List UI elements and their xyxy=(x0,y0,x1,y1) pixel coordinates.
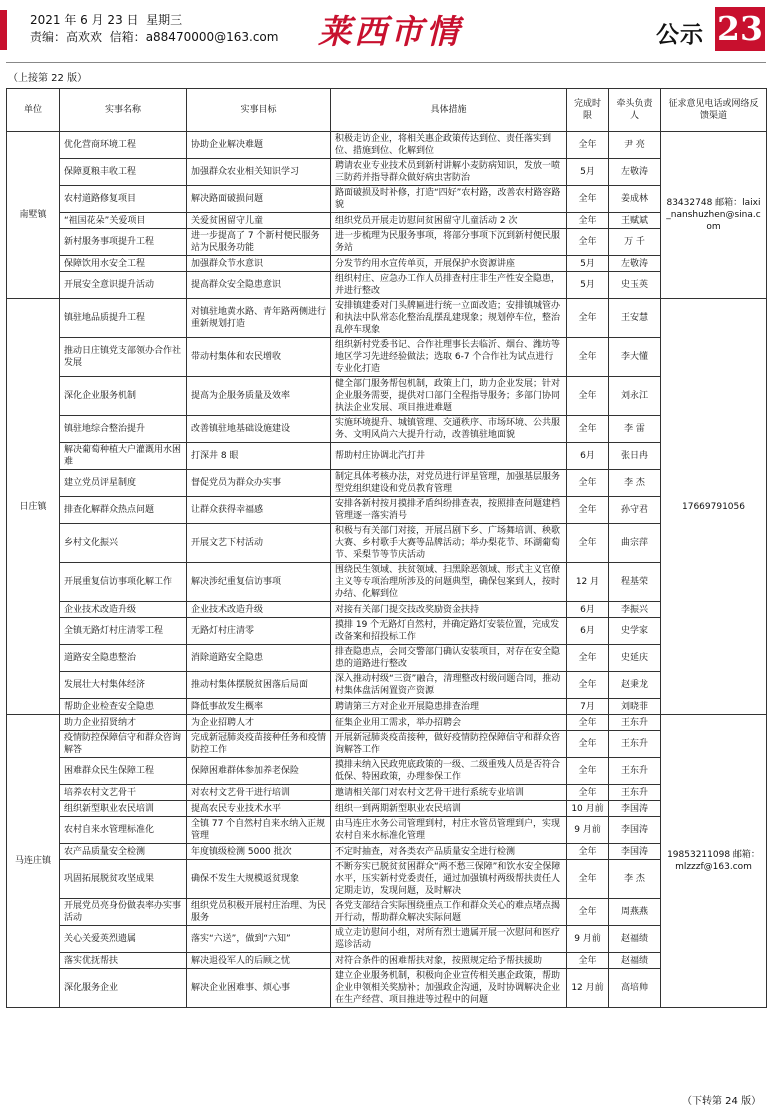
table-row xyxy=(7,785,767,801)
measures-cell: 各党支部结合实际围绕重点工作和群众关心的难点堵点揭开行动，帮助群众解决实际问题 xyxy=(331,899,567,926)
project-name-cell: 农村自来水管理标准化 xyxy=(60,817,187,844)
leader-cell: 史延庆 xyxy=(609,645,661,672)
leader-cell: 李 雷 xyxy=(609,416,661,443)
table-row xyxy=(7,338,767,377)
project-goal-cell: 解决路面破损问题 xyxy=(187,186,331,213)
issue-date-line xyxy=(30,11,182,28)
measures-cell: 征集企业用工需求，举办招聘会 xyxy=(331,715,567,731)
deadline-cell: 全年 xyxy=(567,470,609,497)
feedback-contact-cell: 83432748 邮箱：laixi_nanshuzhen@sina.com xyxy=(661,132,767,299)
deadline-cell: 6月 xyxy=(567,618,609,645)
measures-cell: 组织新村党委书记、合作社理事长去临沂、烟台、潍坊等地区学习先进经验做法；选取 6-7 个合作社为试点进行专业化打造 xyxy=(331,338,567,377)
project-goal-cell: 带动村集体和农民增收 xyxy=(187,338,331,377)
project-name-cell: 镇驻地综合整治提升 xyxy=(60,416,187,443)
project-goal-cell: 解决企业困难事、烦心事 xyxy=(187,969,331,1008)
project-goal-cell: 提高为企服务质量及效率 xyxy=(187,377,331,416)
measures-cell: 排查隐患点，会同交警部门确认安装项目，对存在安全隐患的道路进行整改 xyxy=(331,645,567,672)
continued-to-note: （下转第 24 版） xyxy=(682,1096,762,1107)
measures-cell: 聘请农业专业技术员到新村讲解小麦防病知识，发放一喷三防药并指导群众做好病虫害防治 xyxy=(331,159,567,186)
project-goal-cell: 加强群众节水意识 xyxy=(187,256,331,272)
project-goal-cell: 让群众获得幸福感 xyxy=(187,497,331,524)
leader-cell: 李 杰 xyxy=(609,860,661,899)
measures-cell: 组织村庄、应急办工作人员排查村庄非生产性安全隐患，并进行整改 xyxy=(331,272,567,299)
column-header: 实事名称 xyxy=(60,89,187,132)
leader-cell: 李国涛 xyxy=(609,844,661,860)
section-title: 公示 xyxy=(656,22,704,48)
measures-cell: 由马连庄水务公司管理到村，村庄水管员管理到户，实现农村自来水标准化管理 xyxy=(331,817,567,844)
email-label: 信箱： xyxy=(109,30,146,44)
page-number-badge: 23 xyxy=(715,7,765,51)
table-row xyxy=(7,969,767,1008)
deadline-cell: 12 月前 xyxy=(567,969,609,1008)
column-header: 牵头负责人 xyxy=(609,89,661,132)
project-goal-cell: 关爱贫困留守儿童 xyxy=(187,213,331,229)
leader-cell: 李国涛 xyxy=(609,817,661,844)
table-row xyxy=(7,860,767,899)
project-name-cell: 组织新型职业农民培训 xyxy=(60,801,187,817)
leader-cell: 王东升 xyxy=(609,731,661,758)
project-goal-cell: 对农村文艺骨干进行培训 xyxy=(187,785,331,801)
table-row xyxy=(7,159,767,186)
measures-cell: 深入推动村级“三资”融合，清理整改村级问题合同，推动村集体盘活闲置资产资源 xyxy=(331,672,567,699)
deadline-cell: 5月 xyxy=(567,256,609,272)
project-goal-cell: 落实“六送”，做到“六知” xyxy=(187,926,331,953)
deadline-cell: 9 月前 xyxy=(567,926,609,953)
deadline-cell: 全年 xyxy=(567,645,609,672)
table-row xyxy=(7,699,767,715)
leader-cell: 赵秉龙 xyxy=(609,672,661,699)
project-goal-cell: 督促党员为群众办实事 xyxy=(187,470,331,497)
header-divider xyxy=(6,62,766,63)
table-row xyxy=(7,497,767,524)
leader-cell: 张日冉 xyxy=(609,443,661,470)
newspaper-brand-logo: 莱西市情 xyxy=(318,12,462,51)
table-row xyxy=(7,377,767,416)
project-name-cell: 关心关爱英烈遗属 xyxy=(60,926,187,953)
project-name-cell: 深化企业服务机制 xyxy=(60,377,187,416)
table-row xyxy=(7,272,767,299)
editor-email: a88470000@163.com xyxy=(145,30,279,44)
project-name-cell: “祖国花朵”关爱项目 xyxy=(60,213,187,229)
deadline-cell: 全年 xyxy=(567,715,609,731)
project-name-cell: 落实优抚帮扶 xyxy=(60,953,187,969)
project-name-cell: 乡村文化振兴 xyxy=(60,524,187,563)
table-body xyxy=(7,132,767,1008)
table-row xyxy=(7,844,767,860)
measures-cell: 成立走访慰问小组，对所有烈士遗属开展一次慰问和医疗巡诊活动 xyxy=(331,926,567,953)
leader-cell: 刘永江 xyxy=(609,377,661,416)
project-goal-cell: 为企业招聘人才 xyxy=(187,715,331,731)
table-row xyxy=(7,186,767,213)
measures-cell: 聘请第三方对企业开展隐患排查治理 xyxy=(331,699,567,715)
deadline-cell: 全年 xyxy=(567,731,609,758)
table-row xyxy=(7,953,767,969)
unit-cell: 日庄镇 xyxy=(7,299,60,715)
column-header: 具体措施 xyxy=(331,89,567,132)
table-row xyxy=(7,443,767,470)
editor-name: 高欢欢 xyxy=(66,30,103,44)
table-row xyxy=(7,470,767,497)
project-goal-cell: 组织党员积极开展村庄治理、为民服务 xyxy=(187,899,331,926)
project-goal-cell: 消除道路安全隐患 xyxy=(187,645,331,672)
measures-cell: 进一步梳理为民服务事项，将部分事项下沉到新村便民服务站 xyxy=(331,229,567,256)
project-name-cell: 保障夏粮丰收工程 xyxy=(60,159,187,186)
table-row xyxy=(7,229,767,256)
table-row xyxy=(7,645,767,672)
deadline-cell: 6月 xyxy=(567,443,609,470)
deadline-cell: 全年 xyxy=(567,524,609,563)
project-name-cell: 排查化解群众热点问题 xyxy=(60,497,187,524)
project-goal-cell: 解决涉纪重复信访事项 xyxy=(187,563,331,602)
leader-cell: 尹 亮 xyxy=(609,132,661,159)
deadline-cell: 5月 xyxy=(567,272,609,299)
deadline-cell: 全年 xyxy=(567,213,609,229)
column-header: 单位 xyxy=(7,89,60,132)
feedback-contact-cell: 19853211098 邮箱：mlzzzf@163.com xyxy=(661,715,767,1008)
measures-cell: 安排各新村按月摸排矛盾纠纷排查表，按照排查问题建档管理逐一落实消号 xyxy=(331,497,567,524)
project-name-cell: 培养农村文艺骨干 xyxy=(60,785,187,801)
leader-cell: 王东升 xyxy=(609,715,661,731)
measures-cell: 邀请相关部门对农村文艺骨干进行系统专业培训 xyxy=(331,785,567,801)
deadline-cell: 全年 xyxy=(567,497,609,524)
leader-cell: 高培帅 xyxy=(609,969,661,1008)
deadline-cell: 全年 xyxy=(567,416,609,443)
leader-cell: 刘晓菲 xyxy=(609,699,661,715)
project-goal-cell: 保障困难群体参加养老保险 xyxy=(187,758,331,785)
deadline-cell: 7月 xyxy=(567,699,609,715)
leader-cell: 王东升 xyxy=(609,758,661,785)
project-goal-cell: 企业技术改造升级 xyxy=(187,602,331,618)
table-row xyxy=(7,213,767,229)
leader-cell: 赵福绩 xyxy=(609,926,661,953)
unit-cell: 马连庄镇 xyxy=(7,715,60,1008)
project-goal-cell: 降低事故发生概率 xyxy=(187,699,331,715)
project-name-cell: 帮助企业检查安全隐患 xyxy=(60,699,187,715)
table-row xyxy=(7,926,767,953)
project-name-cell: 开展安全意识提升活动 xyxy=(60,272,187,299)
project-name-cell: 解决葡萄种植大户灌溉用水困难 xyxy=(60,443,187,470)
project-goal-cell: 加强群众农业相关知识学习 xyxy=(187,159,331,186)
deadline-cell: 全年 xyxy=(567,186,609,213)
deadline-cell: 5月 xyxy=(567,159,609,186)
project-name-cell: 发展壮大村集体经济 xyxy=(60,672,187,699)
project-name-cell: 农产品质量安全检测 xyxy=(60,844,187,860)
column-header: 征求意见电话或网络反馈渠道 xyxy=(661,89,767,132)
deadline-cell: 全年 xyxy=(567,899,609,926)
leader-cell: 程基荣 xyxy=(609,563,661,602)
measures-cell: 分发节约用水宣传单页，开展保护水资源讲座 xyxy=(331,256,567,272)
project-name-cell: 道路安全隐患整治 xyxy=(60,645,187,672)
measures-cell: 制定具体考核办法，对党员进行评星管理，加强基层服务型党组织建设和党员教育管理 xyxy=(331,470,567,497)
table-row xyxy=(7,715,767,731)
project-goal-cell: 打深井 8 眼 xyxy=(187,443,331,470)
leader-cell: 李国涛 xyxy=(609,801,661,817)
measures-cell: 围绕民生领域、扶贫领域、扫黑除恶领域、形式主义官僚主义等专项治理所涉及的问题典型，确保包案到人，按时办结、化解到位 xyxy=(331,563,567,602)
project-goal-cell: 对镇驻地黄水路、青年路两侧进行重新规划打造 xyxy=(187,299,331,338)
table-row xyxy=(7,256,767,272)
leader-cell: 史学家 xyxy=(609,618,661,645)
deadline-cell: 6月 xyxy=(567,602,609,618)
leader-cell: 李大懂 xyxy=(609,338,661,377)
table-row xyxy=(7,602,767,618)
table-row xyxy=(7,758,767,785)
editor-line xyxy=(30,28,278,45)
deadline-cell: 全年 xyxy=(567,953,609,969)
measures-cell: 对接有关部门提交技改奖励资金扶持 xyxy=(331,602,567,618)
project-goal-cell: 开展文艺下村活动 xyxy=(187,524,331,563)
project-name-cell: 开展党员亮身份做表率办实事活动 xyxy=(60,899,187,926)
leader-cell: 李振兴 xyxy=(609,602,661,618)
project-name-cell: 助力企业招贤纳才 xyxy=(60,715,187,731)
issue-weekday: 星期三 xyxy=(146,13,183,27)
project-name-cell: 巩固拓展脱贫攻坚成果 xyxy=(60,860,187,899)
deadline-cell: 10 月前 xyxy=(567,801,609,817)
measures-cell: 安排镇建委对门头牌匾进行统一立面改造；安排镇城管办和执法中队常态化整治乱摆乱建现象；规划停车位，整治乱停车现象 xyxy=(331,299,567,338)
table-row xyxy=(7,672,767,699)
leader-cell: 左敬涛 xyxy=(609,256,661,272)
table-row xyxy=(7,801,767,817)
issue-date: 2021 年 6 月 23 日 xyxy=(30,13,139,27)
table-row xyxy=(7,299,767,338)
deadline-cell: 全年 xyxy=(567,132,609,159)
leader-cell: 李 杰 xyxy=(609,470,661,497)
project-name-cell: 疫情防控保障信守和群众咨询解答 xyxy=(60,731,187,758)
editor-label: 责编： xyxy=(30,30,67,44)
measures-cell: 组织党员开展走访慰问贫困留守儿童活动 2 次 xyxy=(331,213,567,229)
measures-cell: 不定时抽查，对各类农产品质量安全进行检测 xyxy=(331,844,567,860)
leader-cell: 王赋斌 xyxy=(609,213,661,229)
table-row xyxy=(7,817,767,844)
project-goal-cell: 年度镇级检测 5000 批次 xyxy=(187,844,331,860)
red-accent-bar xyxy=(0,10,7,50)
table-row xyxy=(7,132,767,159)
table-row xyxy=(7,563,767,602)
project-goal-cell: 解决退役军人的后顾之忧 xyxy=(187,953,331,969)
table-header xyxy=(7,89,767,132)
column-header: 完成时限 xyxy=(567,89,609,132)
project-goal-cell: 提高群众安全隐患意识 xyxy=(187,272,331,299)
project-goal-cell: 提高农民专业技术水平 xyxy=(187,801,331,817)
measures-cell: 建立企业服务机制，积极向企业宣传相关惠企政策，帮助企业申领相关奖励补；加强政企沟通，及时协调解决企业在生产经营、项目推进等过程中的问题 xyxy=(331,969,567,1008)
leader-cell: 姜成林 xyxy=(609,186,661,213)
measures-cell: 帮助村庄协调北汽打井 xyxy=(331,443,567,470)
column-header: 实事目标 xyxy=(187,89,331,132)
deadline-cell: 12 月 xyxy=(567,563,609,602)
measures-cell: 摸排 19 个无路灯自然村，并确定路灯安装位置，完成发改备案和招投标工作 xyxy=(331,618,567,645)
table-row xyxy=(7,731,767,758)
project-name-cell: 推动日庄镇党支部领办合作社发展 xyxy=(60,338,187,377)
deadline-cell: 全年 xyxy=(567,860,609,899)
leader-cell: 赵福绩 xyxy=(609,953,661,969)
measures-cell: 开展新冠肺炎疫苗接种，做好疫情防控保障信守和群众咨询解答工作 xyxy=(331,731,567,758)
project-goal-cell: 改善镇驻地基础设施建设 xyxy=(187,416,331,443)
deadline-cell: 全年 xyxy=(567,844,609,860)
deadline-cell: 全年 xyxy=(567,377,609,416)
measures-cell: 积极与有关部门对接，开展吕剧下乡、广场舞培训、秧歌大赛、乡村歌手大赛等品牌活动；举办梨花节、环湖葡萄节、采梨节等节庆活动 xyxy=(331,524,567,563)
project-goal-cell: 推动村集体摆脱贫困落后局面 xyxy=(187,672,331,699)
leader-cell: 王东升 xyxy=(609,785,661,801)
unit-cell: 南墅镇 xyxy=(7,132,60,299)
project-name-cell: 农村道路修复项目 xyxy=(60,186,187,213)
measures-cell: 不断夯实已脱贫贫困群众“两不愁三保障”和饮水安全保障水平，压实新村党委责任，通过加强镇村两级帮扶责任人定期走访，发现问题，及时解决 xyxy=(331,860,567,899)
leader-cell: 史玉英 xyxy=(609,272,661,299)
project-name-cell: 深化服务企业 xyxy=(60,969,187,1008)
leader-cell: 万 千 xyxy=(609,229,661,256)
measures-cell: 路面破损及时补修，打造“四好”农村路，改善农村路容路貌 xyxy=(331,186,567,213)
project-goal-cell: 完成新冠肺炎疫苗接种任务和疫情防控工作 xyxy=(187,731,331,758)
table-row xyxy=(7,416,767,443)
leader-cell: 左敬涛 xyxy=(609,159,661,186)
measures-cell: 对符合条件的困难帮扶对象，按照规定给予帮扶援助 xyxy=(331,953,567,969)
project-name-cell: 镇驻地品质提升工程 xyxy=(60,299,187,338)
table-row xyxy=(7,899,767,926)
feedback-contact-cell: 17669791056 xyxy=(661,299,767,715)
project-name-cell: 保障饮用水安全工程 xyxy=(60,256,187,272)
project-name-cell: 全镇无路灯村庄清零工程 xyxy=(60,618,187,645)
measures-cell: 摸排未纳入民政兜底政策的一级、二级重残人员是否符合低保、特困政策，办理参保工作 xyxy=(331,758,567,785)
project-goal-cell: 无路灯村庄清零 xyxy=(187,618,331,645)
deadline-cell: 全年 xyxy=(567,672,609,699)
table-row xyxy=(7,524,767,563)
leader-cell: 周燕燕 xyxy=(609,899,661,926)
table-row xyxy=(7,618,767,645)
project-name-cell: 困难群众民生保障工程 xyxy=(60,758,187,785)
leader-cell: 孙守君 xyxy=(609,497,661,524)
project-name-cell: 新村服务事项提升工程 xyxy=(60,229,187,256)
project-goal-cell: 进一步提高了 7 个新村便民服务站为民服务功能 xyxy=(187,229,331,256)
deadline-cell: 9 月前 xyxy=(567,817,609,844)
project-name-cell: 建立党员评星制度 xyxy=(60,470,187,497)
leader-cell: 王安慧 xyxy=(609,299,661,338)
deadline-cell: 全年 xyxy=(567,785,609,801)
measures-cell: 健全部门服务帮包机制，政策上门，助力企业发展；针对企业服务需要，提供对口部门全程指导服务；多部门协同执法企业发展、项目推进难题 xyxy=(331,377,567,416)
project-name-cell: 优化营商环境工程 xyxy=(60,132,187,159)
project-goal-cell: 全镇 77 个自然村自来水纳入正规管理 xyxy=(187,817,331,844)
leader-cell: 曲宗萍 xyxy=(609,524,661,563)
project-name-cell: 企业技术改造升级 xyxy=(60,602,187,618)
page-header xyxy=(0,0,772,60)
continued-from-note: （上接第 22 版） xyxy=(8,73,88,84)
project-goal-cell: 确保不发生大规模返贫现象 xyxy=(187,860,331,899)
deadline-cell: 全年 xyxy=(567,229,609,256)
public-notice-table xyxy=(6,88,767,1008)
project-name-cell: 开展重复信访事项化解工作 xyxy=(60,563,187,602)
measures-cell: 实施环境提升、城镇管理、交通秩序、市场环境、公共服务、文明风尚六大提升行动，改善镇驻地面貌 xyxy=(331,416,567,443)
measures-cell: 组织一到两期新型职业农民培训 xyxy=(331,801,567,817)
measures-cell: 积极走访企业，将相关惠企政策传达到位、责任落实到位、措施到位、化解到位 xyxy=(331,132,567,159)
project-goal-cell: 协助企业解决难题 xyxy=(187,132,331,159)
deadline-cell: 全年 xyxy=(567,758,609,785)
deadline-cell: 全年 xyxy=(567,338,609,377)
deadline-cell: 全年 xyxy=(567,299,609,338)
